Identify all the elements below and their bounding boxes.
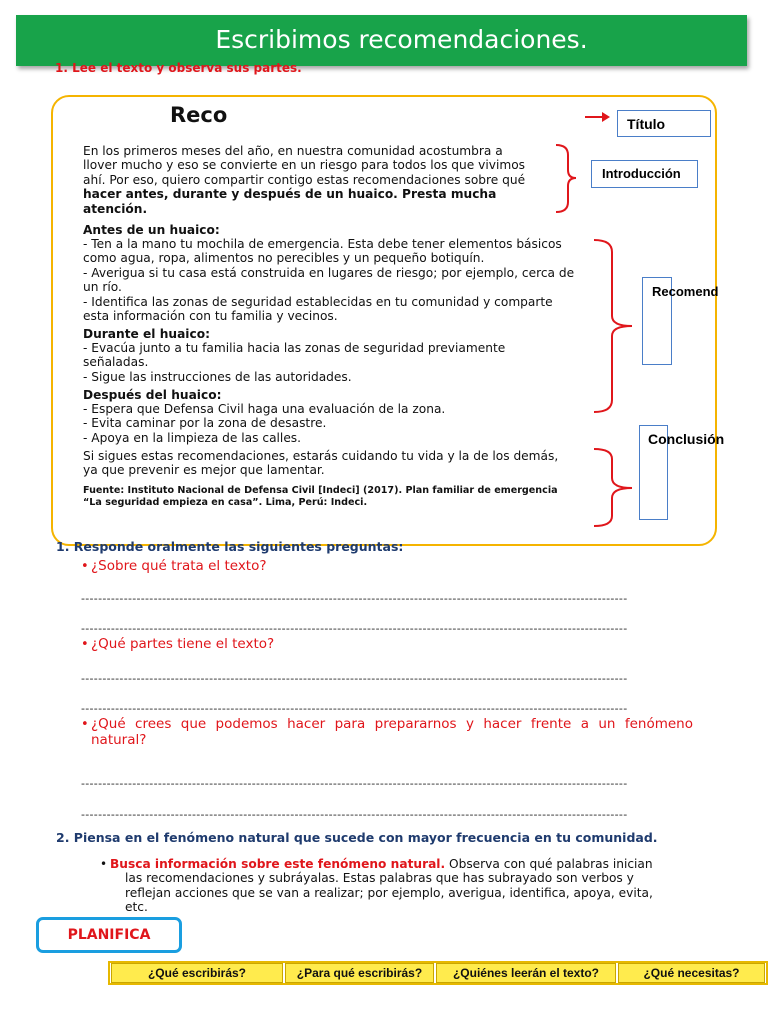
step-2-line-4: etc.	[125, 900, 148, 915]
arrow-head-icon	[602, 112, 610, 122]
source-line: Fuente: Instituto Nacional de Defensa Civil [Indeci] (2017). Plan familiar de emergencia	[83, 485, 558, 496]
step-2-line-1-rest: Observa con qué palabras inician	[445, 857, 653, 871]
intro-line: ahí. Por eso, quiero compartir contigo estas recomendaciones sobre qué	[83, 172, 526, 187]
questions-heading: 1. Responde oralmente las siguientes preguntas:	[56, 539, 404, 554]
before-line: - Identifica las zonas de seguridad establecidas en tu comunidad y comparte	[83, 294, 553, 309]
step-2-line-2: las recomendaciones y subráyalas. Estas palabras que has subrayado son verbos y	[125, 871, 634, 886]
answer-line[interactable]: --------------------------------------------------------------------------------------------------------------------------------	[81, 672, 628, 685]
step-2-body	[110, 857, 694, 915]
answer-line[interactable]: --------------------------------------------------------------------------------------------------------------------------------	[81, 592, 628, 605]
before-heading: Antes de un huaico:	[83, 223, 220, 237]
question-1: ¿Sobre qué trata el texto?	[91, 558, 267, 574]
before-line: como agua, ropa, alimentos no perecibles y un pequeño botiquín.	[83, 251, 485, 266]
bullet-icon: •	[81, 637, 89, 652]
answer-line[interactable]: --------------------------------------------------------------------------------------------------------------------------------	[81, 808, 628, 821]
intro-line: hacer antes, durante y después de un huaico. Presta mucha	[83, 187, 497, 202]
after-line: - Apoya en la limpieza de las calles.	[83, 430, 302, 445]
after-line: - Evita caminar por la zona de desastre.	[83, 416, 327, 431]
during-line: señaladas.	[83, 355, 149, 370]
label-conclusion: Conclusión	[648, 431, 725, 447]
recommendations-brace	[594, 240, 632, 412]
answer-line[interactable]: --------------------------------------------------------------------------------------------------------------------------------	[81, 622, 628, 635]
step-2-heading: 2. Piensa en el fenómeno natural que sucede con mayor frecuencia en tu comunidad.	[56, 830, 658, 845]
step-2-line-3: reflejan acciones que se van a realizar; por ejemplo, averigua, identifica, apoya, evita,	[125, 885, 653, 900]
after-line: - Espera que Defensa Civil haga una evaluación de la zona.	[83, 402, 446, 416]
bullet-icon: •	[81, 559, 89, 574]
conclusion-line: ya que prevenir es mejor que lamentar.	[83, 463, 325, 478]
label-titulo: Título	[627, 116, 666, 132]
question-2: ¿Qué partes tiene el texto?	[91, 636, 275, 652]
answer-line[interactable]: --------------------------------------------------------------------------------------------------------------------------------	[81, 777, 628, 790]
table-header-cell: ¿Qué necesitas?	[618, 963, 765, 983]
during-heading: Durante el huaico:	[83, 327, 210, 341]
before-line: un río.	[83, 280, 122, 295]
source-line: “La seguridad empieza en casa”. Lima, Perú: Indeci.	[83, 497, 368, 508]
answer-line[interactable]: --------------------------------------------------------------------------------------------------------------------------------	[81, 702, 628, 715]
table-header-cell: ¿Para qué escribirás?	[285, 963, 434, 983]
step-1-instruction: 1. Lee el texto y observa sus partes.	[55, 61, 302, 75]
question-3-line-2: natural?	[91, 732, 147, 748]
before-line: esta información con tu familia y vecinos.	[83, 309, 338, 324]
bullet-icon: •	[81, 717, 89, 732]
intro-line: En los primeros meses del año, en nuestra comunidad acostumbra a	[83, 144, 503, 158]
conclusion-brace	[594, 449, 632, 526]
after-heading: Después del huaico:	[83, 388, 222, 402]
bullet-icon: •	[100, 857, 108, 871]
document-title: Reco	[170, 103, 228, 127]
intro-brace	[556, 145, 576, 212]
question-3-line-1: ¿Qué crees que podemos hacer para prepararnos y hacer frente a un fenómeno	[91, 716, 693, 732]
page-title: Escribimos recomendaciones.	[215, 25, 588, 54]
intro-line: atención.	[83, 201, 148, 216]
before-line: - Averigua si tu casa está construida en lugares de riesgo; por ejemplo, cerca de	[83, 265, 575, 280]
during-line: - Sigue las instrucciones de las autoridades.	[83, 369, 352, 384]
conclusion-line: Si sigues estas recomendaciones, estarás cuidando tu vida y la de los demás,	[83, 449, 559, 463]
during-line: - Evacúa junto a tu familia hacia las zonas de seguridad previamente	[83, 341, 506, 355]
step-2-highlight: Busca información sobre este fenómeno natural.	[110, 857, 446, 871]
before-line: - Ten a la mano tu mochila de emergencia. Esta debe tener elementos básicos	[83, 237, 562, 251]
table-header-cell: ¿Quiénes leerán el texto?	[436, 963, 616, 983]
table-header-cell: ¿Qué escribirás?	[111, 963, 283, 983]
label-recomend: Recomend	[652, 284, 719, 299]
intro-line: llover mucho y eso se convierte en un riesgo para todos los que vivimos	[83, 158, 526, 173]
planifica-label: PLANIFICA	[36, 917, 182, 953]
step-2-line-1	[110, 857, 694, 871]
label-introduccion: Introducción	[602, 166, 681, 181]
